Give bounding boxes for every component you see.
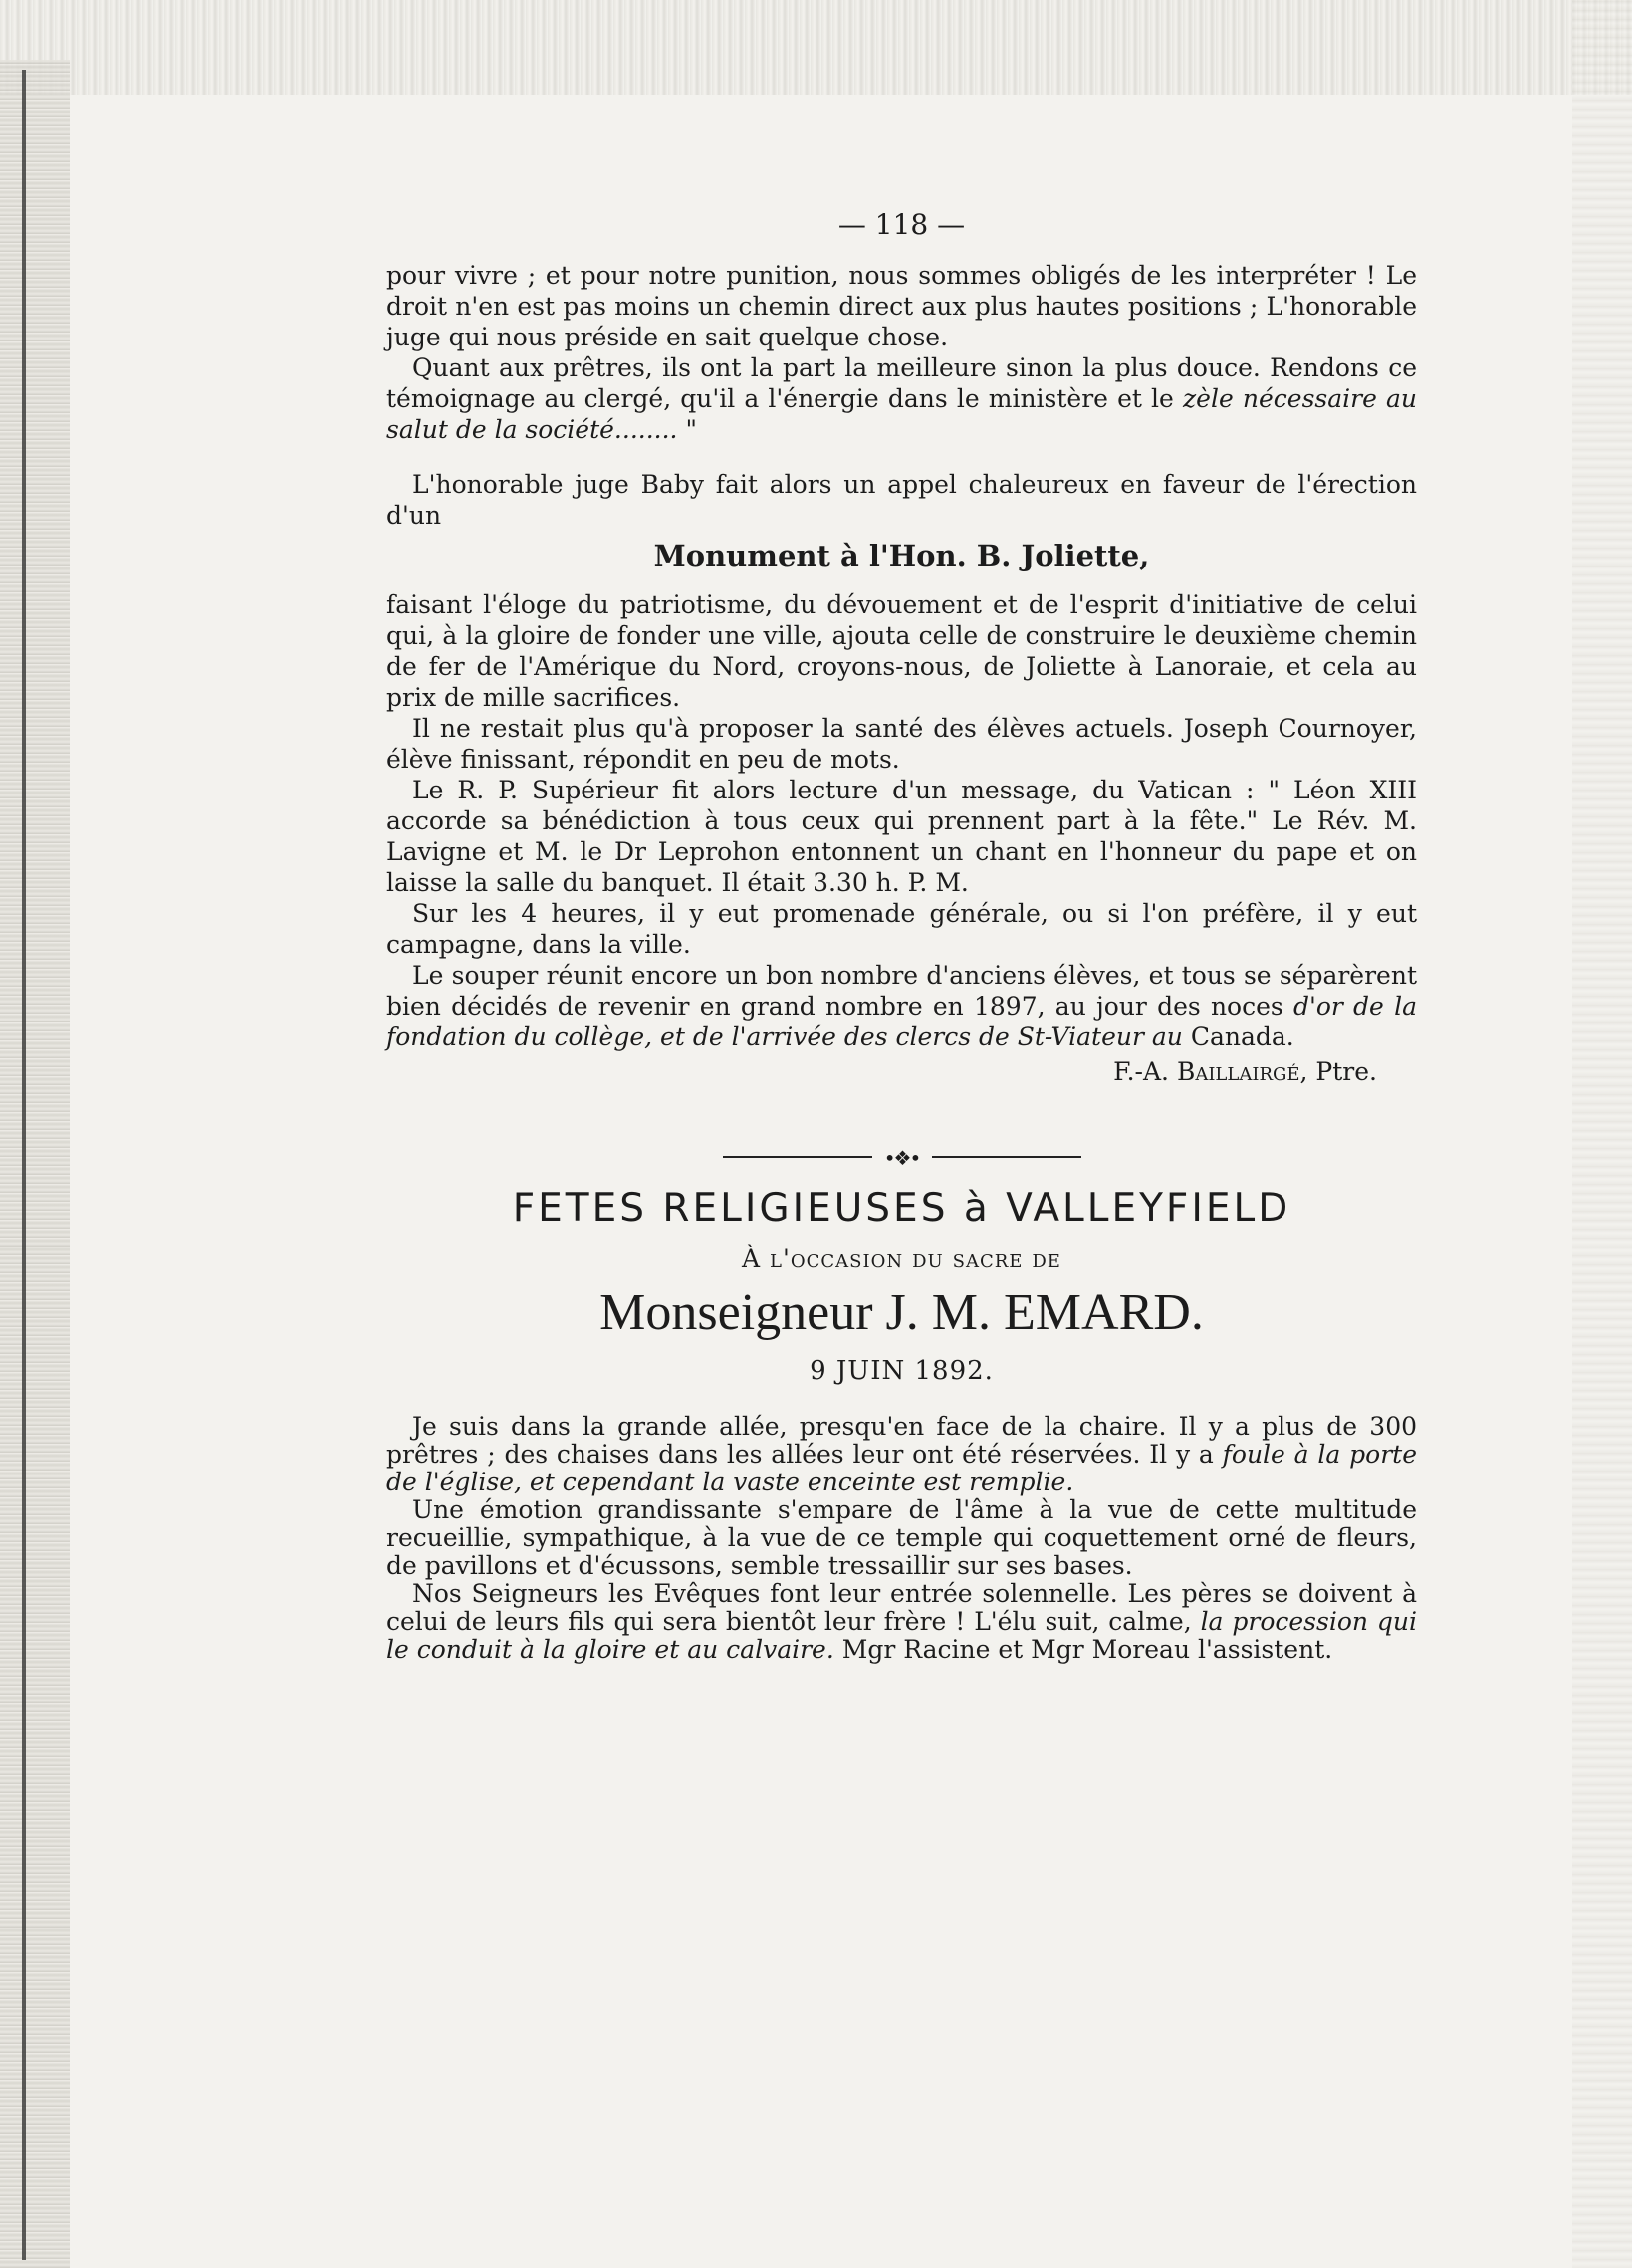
signature [386, 1056, 1417, 1087]
page-number: — 118 — [837, 208, 966, 241]
article-occasion: À l'occasion du sacre de [742, 1245, 1061, 1273]
article-date: 9 JUIN 1892. [810, 1356, 994, 1386]
signature-title: , Ptre. [1299, 1057, 1377, 1086]
section-divider [723, 1146, 1081, 1170]
vatican-paragraph: Le R. P. Supérieur fit alors lecture d'un message, du Vatican : " Léon XIII accorde sa bénédiction à tous ceux qui prennent part à la fête." Le Rév. M. Lavigne et M. le Dr Leprohon entonnent un chant en l'honneur du pape et on laisse la salle du banquet. Il était 3.30 h. P. M. [386, 776, 1417, 897]
scan-edge-right [1572, 0, 1632, 2268]
article-title: FETES RELIGIEUSES à VALLEYFIELD [512, 1186, 1291, 1231]
eloge-paragraph: faisant l'éloge du patriotisme, du dévouement et de l'esprit d'initiative de celui qui, à la gloire de fonder une ville, ajouta celle de construire le deuxième chemin de fer de l'Amérique du Nord, croyons-nous, de Joliette à Lanoraie, et cela au prix de mille sacrifices. [386, 590, 1417, 712]
promenade-paragraph: Sur les 4 heures, il y eut promenade générale, ou si l'on préfère, il y eut campagne, dans la ville. [386, 899, 1417, 959]
article-bishop-name: Monseigneur J. M. EMARD. [599, 1284, 1204, 1341]
article-p1-text: Je suis dans la grande allée, presqu'en face de la chaire. Il y a plus de 300 prêtres ; des chaises dans les allées leur ont été réservées. Il y a [386, 1412, 1417, 1469]
souper-paragraph [386, 960, 1417, 1052]
scan-edge-top [0, 0, 1632, 95]
sante-paragraph: Il ne restait plus qu'à proposer la santé des élèves actuels. Joseph Cournoyer, élève finissant, répondit en peu de mots. [386, 714, 1417, 774]
signature-surname: Baillairgé [1176, 1057, 1300, 1086]
souper-end: Canada. [1182, 1022, 1294, 1051]
scan-edge-left [0, 60, 70, 2268]
article-paragraph-3 [386, 1580, 1417, 1664]
appeal-paragraph: L'honorable juge Baby fait alors un appel chaleureux en faveur de l'érection d'un [386, 470, 1417, 530]
speech-p2-italic: zèle nécessaire au salut de la société........ " [386, 384, 1418, 444]
monument-heading: Monument à l'Hon. B. Joliette, [653, 539, 1150, 572]
signature-initials: F.-A. [1113, 1057, 1177, 1086]
speech-p2-text: Quant aux prêtres, ils ont la part la meilleure sinon la plus douce. Rendons ce témoignage au clergé, qu'il a l'énergie dans le ministère et le [386, 353, 1417, 413]
souper-text: Le souper réunit encore un bon nombre d'anciens élèves, et tous se séparèrent bien décidés de revenir en grand nombre en 1897, au jour des noces [386, 961, 1417, 1021]
article-paragraph-2: Une émotion grandissante s'empare de l'âme à la vue de cette multitude recueillie, sympathique, à la vue de ce temple qui coquettement orné de fleurs, de pavillons et d'écussons, semble tressaillir sur ses bases. [386, 1495, 1417, 1580]
article-p1-italic: foule à la porte de l'église, et cependant la vaste enceinte est remplie. [386, 1440, 1417, 1496]
speech-paragraph-1: pour vivre ; et pour notre punition, nous sommes obligés de les interpréter ! Le droit n'en est pas moins un chemin direct aux plus hautes positions ; L'honorable juge qui nous préside en sait quelque chose. [386, 261, 1417, 351]
scan-binding-line [22, 70, 26, 2260]
divider-ornament: •❖• [883, 1146, 920, 1170]
souper-italic: d'or de la fondation du collège, et de l'arrivée des clercs de St-Viateur au [386, 992, 1417, 1051]
article-p3-italic: la procession qui le conduit à la gloire et au calvaire. [386, 1607, 1417, 1664]
speech-paragraph-2 [386, 352, 1417, 445]
article-p3-end: Mgr Racine et Mgr Moreau l'assistent. [833, 1635, 1333, 1664]
article-p3-text: Nos Seigneurs les Evêques font leur entrée solennelle. Les pères se doivent à celui de leurs fils qui sera bientôt leur frère ! L'élu suit, calme, [386, 1579, 1417, 1636]
page-content [386, 209, 1417, 1664]
article-paragraph-1 [386, 1413, 1417, 1496]
